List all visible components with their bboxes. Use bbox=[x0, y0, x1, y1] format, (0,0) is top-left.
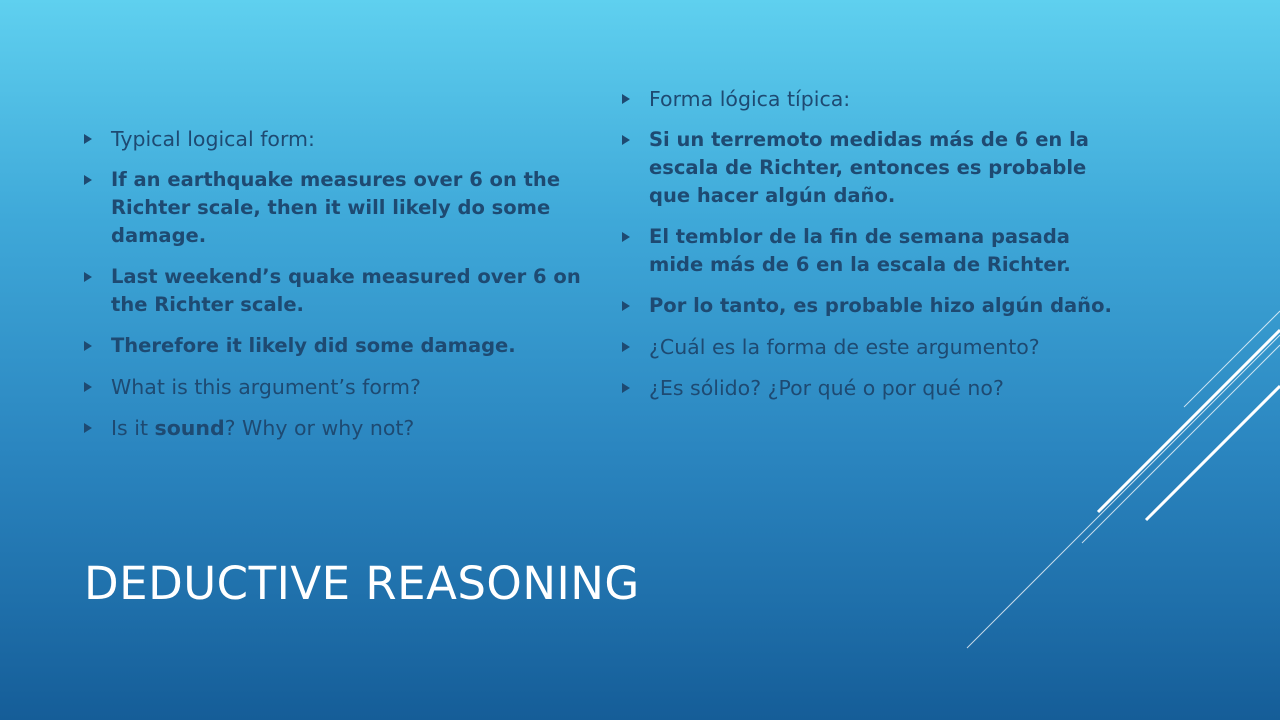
bullet-text-prefix: Is it bbox=[111, 416, 155, 440]
bullet-text-emphasis: sound bbox=[154, 416, 225, 440]
bullet-text: Typical logical form: bbox=[111, 127, 315, 151]
decorative-line bbox=[1098, 330, 1280, 512]
bullet-text: ¿Cuál es la forma de este argumento? bbox=[649, 335, 1040, 359]
slide-title: DEDUCTIVE REASONING bbox=[84, 557, 640, 610]
bullet-text: Si un terremoto medidas más de 6 en la escala de Richter, entonces es probable que hacer algún daño. bbox=[649, 128, 1089, 207]
decorative-line bbox=[1082, 345, 1280, 543]
bullet-text: Last weekend’s quake measured over 6 on the Richter scale. bbox=[111, 265, 581, 316]
decorative-line bbox=[1146, 386, 1280, 520]
decorative-line bbox=[967, 335, 1280, 648]
bullet-text-suffix: ? Why or why not? bbox=[224, 416, 415, 440]
bullet-text: El temblor de la fin de semana pasada mide más de 6 en la escala de Richter. bbox=[649, 225, 1071, 276]
bullet-text: If an earthquake measures over 6 on the Richter scale, then it will likely do some damage. bbox=[111, 168, 561, 247]
bullet-text: Por lo tanto, es probable hizo algún daño. bbox=[649, 294, 1112, 317]
bullet-text: What is this argument’s form? bbox=[111, 375, 421, 399]
bullet-text: Therefore it likely did some damage. bbox=[111, 334, 516, 357]
bullet-text: Forma lógica típica: bbox=[649, 87, 851, 111]
bullet-text: ¿Es sólido? ¿Por qué o por qué no? bbox=[649, 376, 1004, 400]
